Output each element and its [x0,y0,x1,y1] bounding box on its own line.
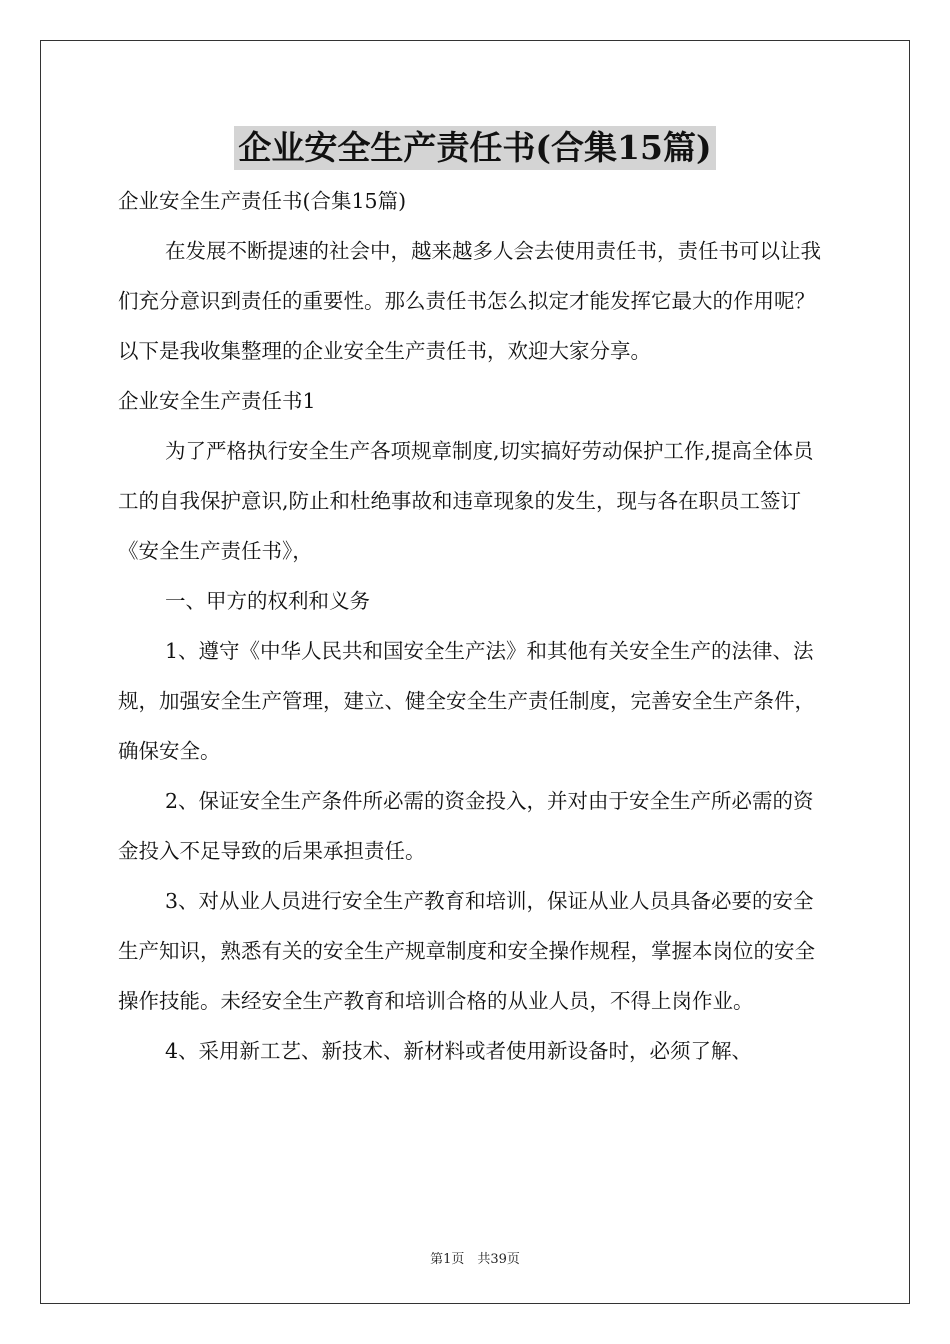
paragraph: 为了严格执行安全生产各项规章制度,切实搞好劳动保护工作,提高全体员工的自我保护意识,防止和杜绝事故和违章现象的发生，现与各在职员工签订《安全生产责任书》， [118,439,814,563]
title-container [0,126,950,170]
paragraph: 1、遵守《中华人民共和国安全生产法》和其他有关安全生产的法律、法规，加强安全生产管理，建立、健全安全生产责任制度，完善安全生产条件，确保安全。 [118,639,815,763]
paragraph: 企业安全生产责任书1 [118,389,316,413]
paragraph: 4、采用新工艺、新技术、新材料或者使用新设备时，必须了解、 [165,1039,753,1063]
paragraph: 在发展不断提速的社会中，越来越多人会去使用责任书，责任书可以让我们充分意识到责任的重要性。那么责任书怎么拟定才能发挥它最大的作用呢？以下是我收集整理的企业安全生产责任书，欢迎大家分享。 [118,239,821,363]
page-footer: 第1页 共39页 [430,1252,520,1267]
document-body [118,176,834,1076]
paragraph: 企业安全生产责任书(合集15篇) [118,189,407,213]
paragraph: 一、甲方的权利和义务 [165,589,370,613]
paragraph: 2、保证安全生产条件所必需的资金投入，并对由于安全生产所必需的资金投入不足导致的后果承担责任。 [118,789,814,863]
document-title: 企业安全生产责任书(合集15篇) [234,126,715,170]
paragraph: 3、对从业人员进行安全生产教育和培训，保证从业人员具备必要的安全生产知识，熟悉有关的安全生产规章制度和安全操作规程，掌握本岗位的安全操作技能。未经安全生产教育和培训合格的从业人员，不得上岗作业。 [118,889,815,1013]
